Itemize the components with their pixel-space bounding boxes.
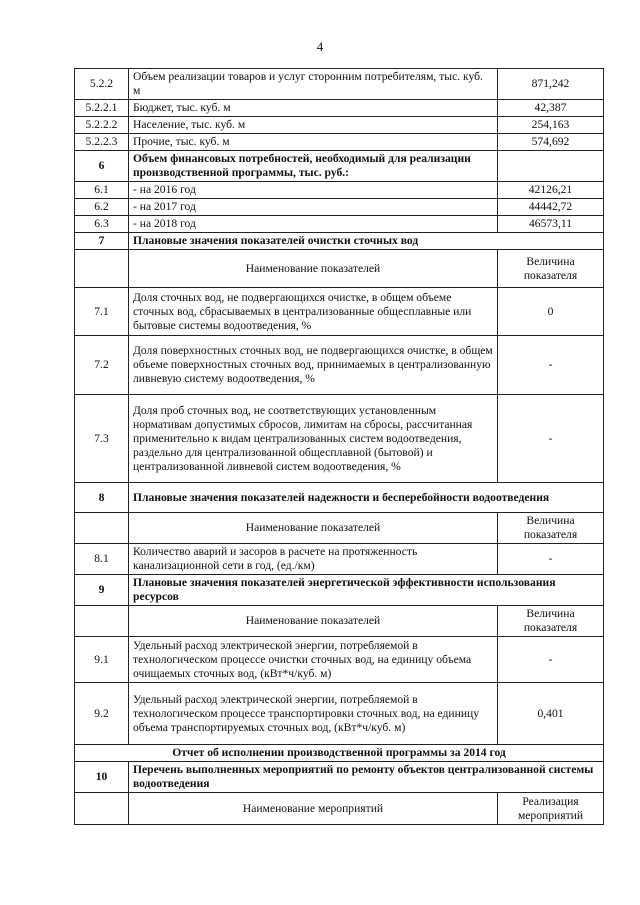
row-value: -: [498, 637, 604, 683]
row-number: 5.2.2: [75, 69, 129, 100]
table-row: [75, 100, 604, 117]
table-row: [75, 182, 604, 199]
section-header-row: [75, 762, 604, 793]
empty-cell: [498, 151, 604, 182]
row-text: - на 2016 год: [129, 182, 498, 199]
row-number: 7.1: [75, 288, 129, 336]
row-value: 44442,72: [498, 199, 604, 216]
table-row: [75, 117, 604, 134]
empty-cell: [75, 793, 129, 825]
row-text: Количество аварий и засоров в расчете на протяженность канализационной сети в год, (ед./км): [129, 544, 498, 575]
row-number: 5.2.2.2: [75, 117, 129, 134]
row-value: -: [498, 395, 604, 483]
row-text: Объем реализации товаров и услуг сторонним потребителям, тыс. куб. м: [129, 69, 498, 100]
section-header-row: [75, 575, 604, 606]
section-number: 10: [75, 762, 129, 793]
column-header-name: Наименование показателей: [129, 606, 498, 637]
row-text: Бюджет, тыс. куб. м: [129, 100, 498, 117]
column-header-value: Реализация мероприятий: [498, 793, 604, 825]
row-number: 7.2: [75, 336, 129, 395]
table-row: [75, 637, 604, 683]
row-number: 6.1: [75, 182, 129, 199]
section-title: Плановые значения показателей надежности и бесперебойности водоотведения: [129, 483, 604, 513]
section-title: Плановые значения показателей очистки сточных вод: [129, 233, 604, 250]
row-text: Доля поверхностных сточных вод, не подвергающихся очистке, в общем объеме поверхностных сточных вод, принимаемых в централизованную ливневую систему водоотведения, %: [129, 336, 498, 395]
row-number: 8.1: [75, 544, 129, 575]
column-header-value: Величина показателя: [498, 250, 604, 288]
table-row: [75, 395, 604, 483]
section-title: Плановые значения показателей энергетической эффективности использования ресурсов: [129, 575, 604, 606]
table-row: [75, 199, 604, 216]
row-value: 871,242: [498, 69, 604, 100]
row-text: Удельный расход электрической энергии, потребляемой в технологическом процессе очистки сточных вод, на единицу объема очищаемых сточных вод, (кВт*ч/куб. м): [129, 637, 498, 683]
row-text: Население, тыс. куб. м: [129, 117, 498, 134]
column-header-value: Величина показателя: [498, 513, 604, 544]
row-text: Удельный расход электрической энергии, потребляемой в технологическом процессе транспортировки сточных вод, на единицу объема транспортируемых сточных вод, (кВт*ч/куб. м): [129, 683, 498, 745]
column-header-row: [75, 606, 604, 637]
program-table: [74, 68, 604, 825]
section-number: 6: [75, 151, 129, 182]
column-header-row: [75, 793, 604, 825]
row-number: 9.2: [75, 683, 129, 745]
row-number: 5.2.2.3: [75, 134, 129, 151]
row-number: 6.3: [75, 216, 129, 233]
row-text: - на 2018 год: [129, 216, 498, 233]
row-number: 9.1: [75, 637, 129, 683]
section-number: 7: [75, 233, 129, 250]
row-number: 7.3: [75, 395, 129, 483]
row-text: Прочие, тыс. куб. м: [129, 134, 498, 151]
table-row: [75, 134, 604, 151]
column-header-name: Наименование показателей: [129, 250, 498, 288]
section-title: Объем финансовых потребностей, необходимый для реализации производственной программы, тыс. руб.:: [129, 151, 498, 182]
column-header-row: [75, 513, 604, 544]
report-title: Отчет об исполнении производственной программы за 2014 год: [75, 745, 604, 762]
column-header-name: Наименование показателей: [129, 513, 498, 544]
row-value: 46573,11: [498, 216, 604, 233]
column-header-row: [75, 250, 604, 288]
table-row: [75, 216, 604, 233]
row-value: 0: [498, 288, 604, 336]
column-header-name: Наименование мероприятий: [129, 793, 498, 825]
section-header-row: [75, 151, 604, 182]
row-value: -: [498, 336, 604, 395]
row-value: 574,692: [498, 134, 604, 151]
table-row: [75, 544, 604, 575]
row-value: 42,387: [498, 100, 604, 117]
table-row: [75, 683, 604, 745]
row-text: Доля проб сточных вод, не соответствующих установленным нормативам допустимых сбросов, лимитам на сбросы, рассчитанная применительно к видам централизованных систем водоотведения, раздельно для централизованной общесплавной (бытовой) и централизованной ливневой систем водоотведения, %: [129, 395, 498, 483]
section-number: 9: [75, 575, 129, 606]
empty-cell: [75, 606, 129, 637]
row-text: Доля сточных вод, не подвергающихся очистке, в общем объеме сточных вод, сбрасываемых в централизованные общесплавные или бытовые системы водоотведения, %: [129, 288, 498, 336]
table-row: [75, 69, 604, 100]
page-number: 4: [316, 39, 324, 54]
row-number: 5.2.2.1: [75, 100, 129, 117]
section-title: Перечень выполненных мероприятий по ремонту объектов централизованной системы водоотведения: [129, 762, 604, 793]
section-header-row: [75, 483, 604, 513]
row-number: 6.2: [75, 199, 129, 216]
section-number: 8: [75, 483, 129, 513]
row-value: 254,163: [498, 117, 604, 134]
row-value: -: [498, 544, 604, 575]
empty-cell: [75, 250, 129, 288]
table-row: [75, 336, 604, 395]
empty-cell: [75, 513, 129, 544]
column-header-value: Величина показателя: [498, 606, 604, 637]
section-header-row: [75, 233, 604, 250]
row-value: 0,401: [498, 683, 604, 745]
row-value: 42126,21: [498, 182, 604, 199]
report-title-row: [75, 745, 604, 762]
table-row: [75, 288, 604, 336]
row-text: - на 2017 год: [129, 199, 498, 216]
